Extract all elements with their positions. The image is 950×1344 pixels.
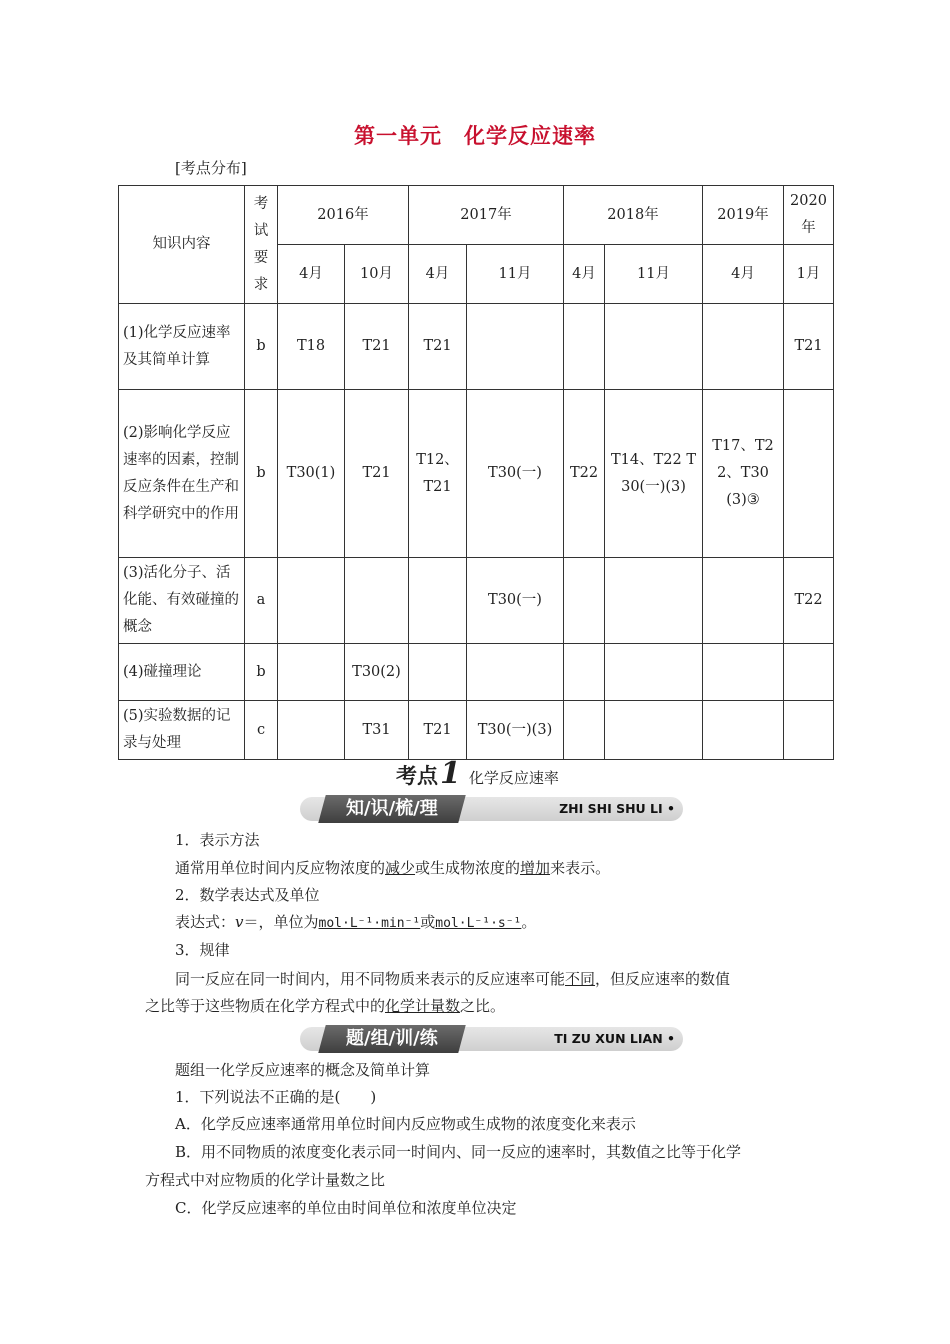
cell bbox=[605, 304, 703, 390]
option-c: C．化学反应速率的单位由时间单位和浓度单位决定 bbox=[175, 1199, 517, 1217]
cell bbox=[703, 304, 784, 390]
header-requirement: 考试要求 bbox=[245, 186, 278, 304]
cell: T21 bbox=[409, 304, 467, 390]
month-header: 1月 bbox=[784, 245, 834, 304]
answer-underline: 不同 bbox=[565, 970, 596, 988]
cell bbox=[467, 644, 564, 701]
answer-underline: 增加 bbox=[520, 859, 551, 877]
unit-underline: mol·L⁻¹·s⁻¹ bbox=[435, 916, 522, 931]
cell bbox=[784, 390, 834, 558]
cell bbox=[605, 701, 703, 760]
year-header: 2020年 bbox=[784, 186, 834, 245]
cell bbox=[345, 558, 409, 644]
section-banner-practice bbox=[300, 1027, 683, 1051]
month-header: 4月 bbox=[564, 245, 605, 304]
kaodian-label: 考点 bbox=[396, 764, 438, 788]
cell bbox=[409, 558, 467, 644]
kaodian-number: 1 bbox=[440, 756, 461, 791]
header-content: 知识内容 bbox=[119, 186, 245, 304]
cell: T30(一)(3) bbox=[467, 701, 564, 760]
row-content: (4)碰撞理论 bbox=[119, 644, 245, 701]
banner-pinyin: TI ZU XUN LIAN • bbox=[554, 1031, 675, 1046]
distribution-table bbox=[118, 185, 834, 760]
cell: T21 bbox=[345, 304, 409, 390]
row-content: (3)活化分子、活化能、有效碰撞的概念 bbox=[119, 558, 245, 644]
cell bbox=[784, 644, 834, 701]
year-header: 2019年 bbox=[703, 186, 784, 245]
banner-pinyin: ZHI SHI SHU LI • bbox=[559, 801, 675, 816]
cell bbox=[564, 304, 605, 390]
distribution-label: [考点分布] bbox=[175, 159, 247, 177]
heading-2: 2．数学表达式及单位 bbox=[175, 886, 320, 904]
month-header: 4月 bbox=[703, 245, 784, 304]
table-row bbox=[119, 390, 834, 558]
paragraph: 同一反应在同一时间内，用不同物质来表示的反应速率可能不同，但反应速率的数值 bbox=[175, 970, 731, 988]
cell: T12、T21 bbox=[409, 390, 467, 558]
row-requirement: c bbox=[245, 701, 278, 760]
row-content: (2)影响化学反应速率的因素，控制反应条件在生产和科学研究中的作用 bbox=[119, 390, 245, 558]
question-group-title: 题组一化学反应速率的概念及简单计算 bbox=[175, 1061, 431, 1079]
year-header: 2017年 bbox=[409, 186, 564, 245]
table-row bbox=[119, 304, 834, 390]
year-header: 2018年 bbox=[564, 186, 703, 245]
month-header: 4月 bbox=[278, 245, 345, 304]
cell: T21 bbox=[784, 304, 834, 390]
cell bbox=[703, 558, 784, 644]
table-row bbox=[119, 558, 834, 644]
row-requirement: a bbox=[245, 558, 278, 644]
option-b-continued: 方程式中对应物质的化学计量数之比 bbox=[145, 1171, 386, 1189]
unit-underline: mol·L⁻¹·min⁻¹ bbox=[318, 916, 421, 931]
cell: T30(一) bbox=[467, 558, 564, 644]
cell bbox=[564, 644, 605, 701]
table-row bbox=[119, 644, 834, 701]
answer-underline: 化学计量数 bbox=[385, 997, 461, 1015]
cell bbox=[278, 558, 345, 644]
cell bbox=[605, 558, 703, 644]
year-header: 2016年 bbox=[278, 186, 409, 245]
kaodian-heading bbox=[396, 756, 559, 791]
row-requirement: b bbox=[245, 644, 278, 701]
cell bbox=[467, 304, 564, 390]
cell bbox=[605, 644, 703, 701]
cell: T17、T22、T30(3)③ bbox=[703, 390, 784, 558]
option-b: B．用不同物质的浓度变化表示同一时间内、同一反应的速率时，其数值之比等于化学 bbox=[175, 1143, 742, 1161]
question-stem: 1．下列说法不正确的是( ) bbox=[175, 1088, 377, 1106]
kaodian-topic: 化学反应速率 bbox=[468, 769, 559, 787]
row-requirement: b bbox=[245, 390, 278, 558]
row-content: (5)实验数据的记录与处理 bbox=[119, 701, 245, 760]
cell: T30(1) bbox=[278, 390, 345, 558]
cell bbox=[278, 644, 345, 701]
heading-1: 1．表示方法 bbox=[175, 831, 260, 849]
cell bbox=[703, 701, 784, 760]
cell bbox=[278, 701, 345, 760]
month-header: 4月 bbox=[409, 245, 467, 304]
cell: T31 bbox=[345, 701, 409, 760]
answer-underline: 减少 bbox=[385, 859, 416, 877]
cell: T22 bbox=[564, 390, 605, 558]
option-a: A．化学反应速率通常用单位时间内反应物或生成物的浓度变化来表示 bbox=[175, 1115, 636, 1133]
banner-label: 题/组/训/练 bbox=[346, 1028, 438, 1049]
cell: T22 bbox=[784, 558, 834, 644]
cell bbox=[784, 701, 834, 760]
table-row bbox=[119, 701, 834, 760]
cell bbox=[564, 558, 605, 644]
cell: T30(一) bbox=[467, 390, 564, 558]
row-requirement: b bbox=[245, 304, 278, 390]
month-header: 11月 bbox=[467, 245, 564, 304]
cell bbox=[703, 644, 784, 701]
page-title: 第一单元 化学反应速率 bbox=[354, 124, 596, 148]
section-banner-knowledge bbox=[300, 797, 683, 821]
cell: T21 bbox=[345, 390, 409, 558]
cell: T21 bbox=[409, 701, 467, 760]
row-content: (1)化学反应速率及其简单计算 bbox=[119, 304, 245, 390]
banner-label: 知/识/梳/理 bbox=[346, 798, 438, 819]
month-header: 11月 bbox=[605, 245, 703, 304]
paragraph: 之比等于这些物质在化学方程式中的化学计量数之比。 bbox=[145, 997, 506, 1015]
cell: T30(2) bbox=[345, 644, 409, 701]
cell bbox=[409, 644, 467, 701]
month-header: 10月 bbox=[345, 245, 409, 304]
cell: T14、T22 T30(一)(3) bbox=[605, 390, 703, 558]
paragraph: 通常用单位时间内反应物浓度的减少或生成物浓度的增加来表示。 bbox=[175, 859, 611, 877]
paragraph: 表达式：v＝，单位为mol·L⁻¹·min⁻¹或mol·L⁻¹·s⁻¹。 bbox=[175, 913, 537, 931]
heading-3: 3．规律 bbox=[175, 941, 230, 959]
cell: T18 bbox=[278, 304, 345, 390]
cell bbox=[564, 701, 605, 760]
